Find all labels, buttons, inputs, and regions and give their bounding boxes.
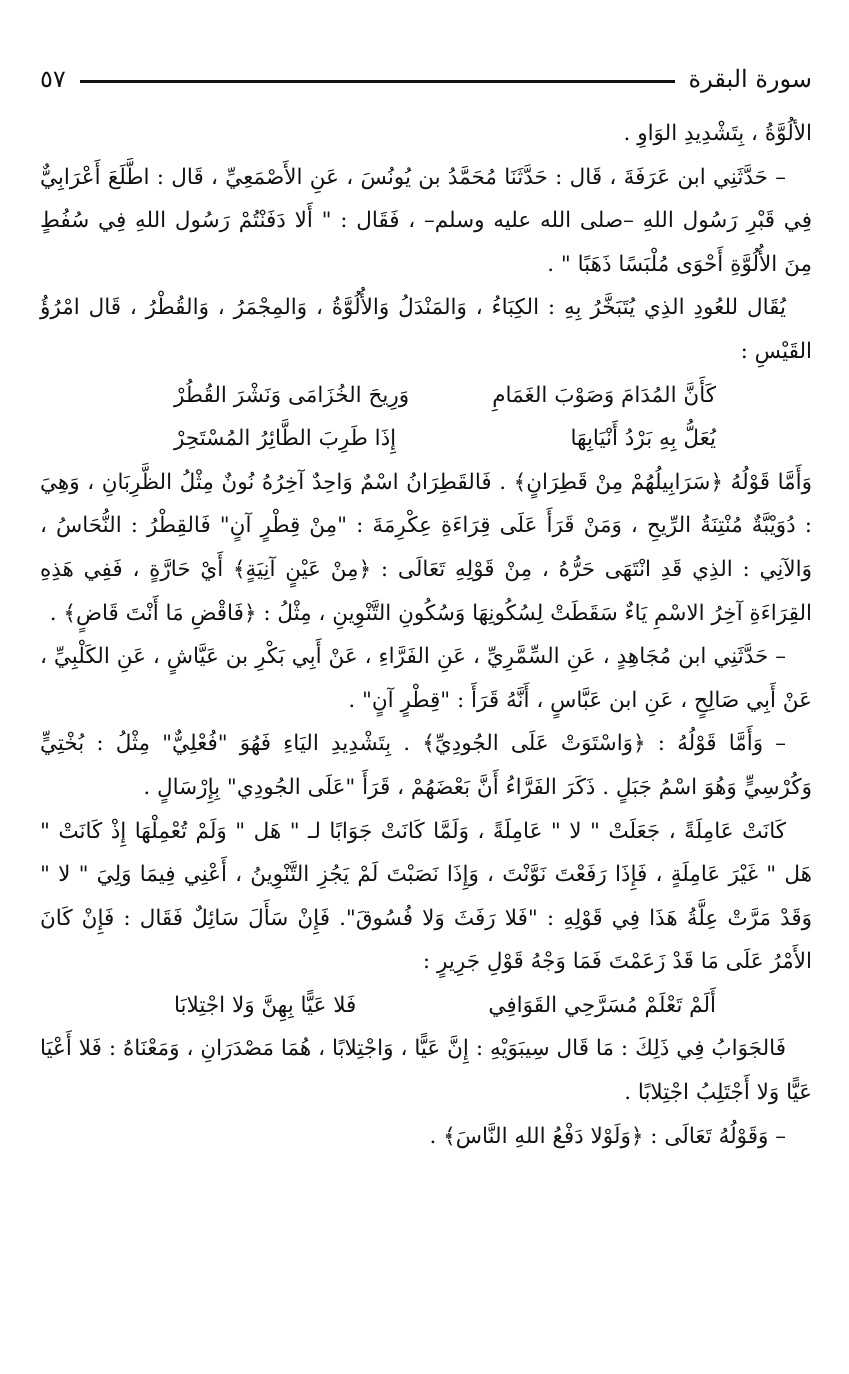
verse-first-hemistich: أَلَمْ تَعْلَمْ مُسَرَّحِي القَوَافِي — [488, 992, 716, 1018]
verse-second-hemistich: وَرِيحَ الخُزَامَى وَنَشْرَ القُطُرْ — [174, 382, 410, 408]
paragraph: – حَدَّثَنِي ابن عَرَفَةَ ، قَال : حَدَّثَنَا مُحَمَّدُ بن يُونُسَ ، عَنِ الأَصْمَعِيِّ ، قَال : اطَّلَعَ أَعْرَابِيٌّ فِي قَبْرِ رَسُول اللهِ –صلى الله عليه وسلم– ، فَقَال : " أَلا دَفَنْتُمْ رَسُول اللهِ فِي سُفُطٍ مِنَ الأُلُوَّةِ أَحْوَى مُلْبَسًا ذَهَبًا " . — [40, 164, 812, 277]
page-number: ٥٧ — [40, 65, 66, 93]
paragraph: وَأَمَّا قَوْلُهُ ﴿سَرَابِيلُهُمْ مِنْ قَطِرَانٍ﴾ . فَالقَطِرَانُ اسْمٌ وَاحِدٌ آخِرُهُ نُونٌ مِثْلُ الظَّرِبَانِ ، وَهِيَ : دُوَيْبَّةٌ مُنْتِنَةُ الرِّيحِ ، وَمَنْ قَرَأَ عَلَى قِرَاءَةِ عِكْرِمَةَ : "مِنْ قِطْرٍ آنٍ" فَالقِطْرُ : النُّحَاسُ ، وَالآنِي : الذِي قَدِ انْتَهَى حَرُّهُ ، مِنْ قَوْلِهِ تَعَالَى : ﴿مِنْ عَيْنٍ آنِيَةٍ﴾ أَيْ حَارَّةٍ ، فَفِي هَذِهِ القِرَاءَةِ آخِرُ الاسْمِ يَاءٌ سَقَطَتْ لِسُكُونِهَا وَسُكُونِ التَّنْوِينِ ، مِثْلُ : ﴿فَاقْضِ مَا أَنْتَ قَاضٍ﴾ . — [40, 469, 812, 626]
page-header — [40, 62, 812, 96]
page-body — [40, 112, 812, 1158]
surah-title: سورة البقرة — [688, 65, 812, 93]
verse-first-hemistich: يُعَلُّ بِهِ بَرْدُ أَنْيَابِهَا — [570, 426, 716, 452]
verse-line — [40, 984, 812, 1028]
paragraph: فَالجَوَابُ فِي ذَلِكَ : مَا قَال سِيبَوَيْهِ : إِنَّ عَيًّا ، وَاجْتِلابًا ، هُمَا مَصْدَرَانِ ، وَمَعْنَاهُ : فَلا أَعْيَا عَيًّا وَلا أَجْتَلِبُ اجْتِلابًا . — [40, 1036, 812, 1106]
paragraph: يُقَال للعُودِ الذِي يُتَبَخَّرُ بِهِ : الكِبَاءُ ، وَالمَنْدَلُ وَالأُلُوَّةُ ، وَالمِجْمَرُ ، وَالقُطْرُ ، قَال امْرُؤُ القَيْسِ : — [40, 295, 812, 364]
paragraph: كَانَتْ عَامِلَةً ، جَعَلَتْ " لا " عَامِلَةً ، وَلَمَّا كَانَتْ جَوَابًا لـ " هَل " وَلَمْ تُعْمِلْهَا إِذْ كَانَتْ " هَل " غَيْرَ عَامِلَةٍ ، فَإِذَا رَفَعْتَ نَوَّنْتَ ، وَإِذَا نَصَبْتَ لَمْ يَجُزِ التَّنْوِينُ ، أَعْنِي فِيمَا وَلِيَ " لا " وَقَدْ مَرَّتْ عِلَّةُ هَذَا فِي قَوْلِهِ : "فَلا رَفَثَ وَلا فُسُوقَ". فَإِنْ سَأَلَ سَائِلٌ فَقَال : فَإِنْ كَانَ الأَمْرُ عَلَى مَا قَدْ زَعَمْتَ فَمَا وَجْهُ قَوْلِ جَرِيرٍ : — [40, 818, 812, 975]
verse-second-hemistich: فَلا عَيًّا بِهِنَّ وَلا اجْتِلابَا — [174, 992, 357, 1018]
header-rule — [80, 80, 675, 83]
paragraph: – وَأَمَّا قَوْلُهُ : ﴿وَاسْتَوَتْ عَلَى الجُودِيِّ﴾ . بِتَشْدِيدِ اليَاءِ فَهُوَ "فُعْلِيٌّ" مِثْلُ : بُخْتِيٍّ وَكُرْسِيٍّ وَهُوَ اسْمُ جَبَلٍ . ذَكَرَ الفَرَّاءُ أَنَّ بَعْضَهُمْ ، قَرَأَ "عَلَى الجُودِي" بِإِرْسَالٍ . — [40, 731, 812, 800]
paragraph: الألُوَّةُ ، بِتَشْدِيدِ الوَاوِ . — [623, 121, 812, 146]
book-page — [40, 62, 812, 1158]
paragraph: – حَدَّثَنِي ابن مُجَاهِدٍ ، عَنِ السِّمَّرِيِّ ، عَنِ الفَرَّاءِ ، عَنْ أَبِي بَكْرِ بن عَيَّاشٍ ، عَنِ الكَلْبِيِّ ، عَنْ أَبِي صَالِحٍ ، عَنِ ابن عَبَّاسٍ ، أَنَّهُ قَرَأَ : "قِطْرٍ آنٍ" . — [40, 644, 812, 713]
verse-first-hemistich: كَأَنَّ المُدَامَ وَصَوْبَ الغَمَامِ — [492, 382, 716, 408]
verse-line — [40, 417, 812, 461]
paragraph: – وَقَوْلُهُ تَعَالَى : ﴿وَلَوْلا دَفْعُ اللهِ النَّاسَ﴾ . — [429, 1123, 786, 1149]
verse-second-hemistich: إِذَا طَرِبَ الطَّائِرُ المُسْتَحِرْ — [174, 426, 397, 452]
verse-line — [40, 374, 812, 418]
